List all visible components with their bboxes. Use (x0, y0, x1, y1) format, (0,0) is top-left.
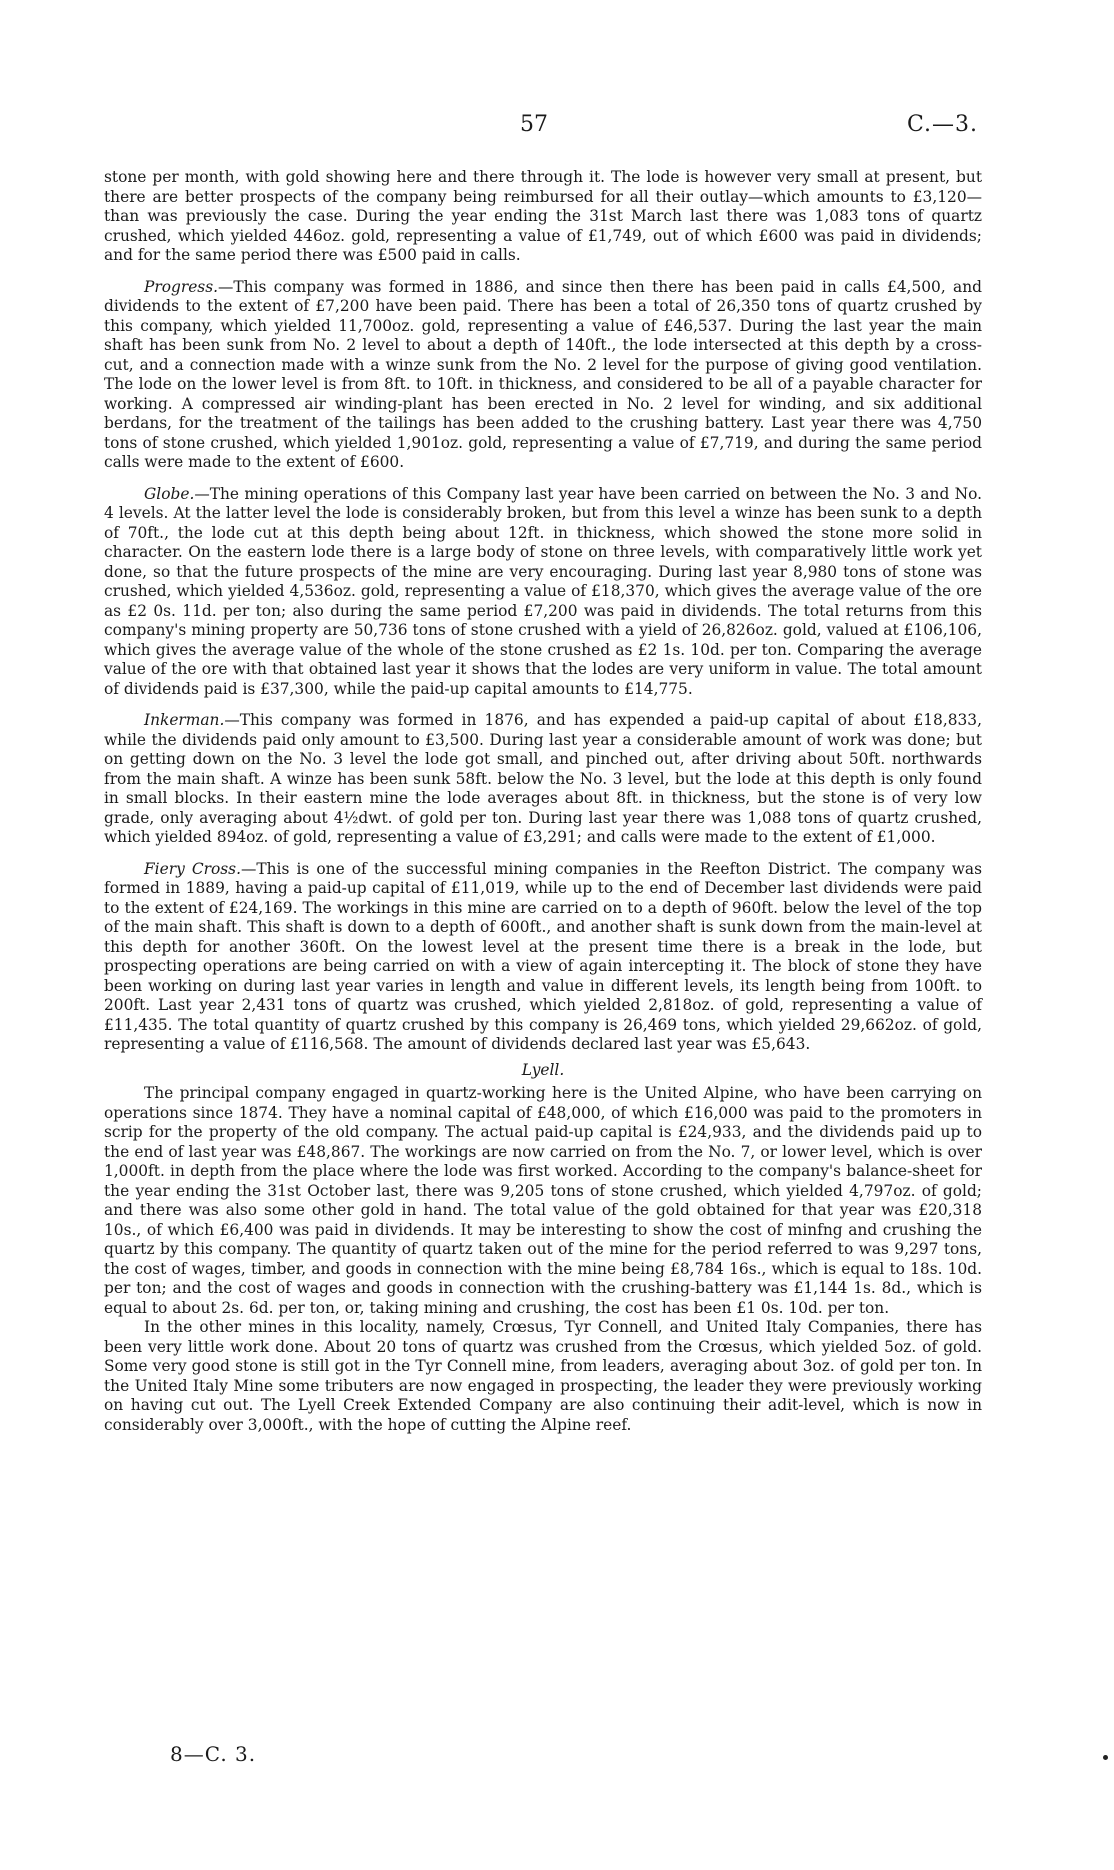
paragraph-text: —This is one of the successful mining companies in the Reefton District. The company was formed in 1889, having a paid-up capital of £11,019, while up to the end of December last dividends were paid to the extent of £24,169. The workings in this mine are carried on to a depth of 960ft. below the level of the top of the main shaft. This shaft is down to a depth of 600ft., and another shaft is sunk down from the main-level at this depth for another 360ft. On the lowest level at the present time there is a break in the lode, but prospecting operations are being carried on with a view of again intercepting it. The block of stone they have been working on during last year varies in length and value in different levels, its length being from 100ft. to 200ft. Last year 2,431 tons of quartz was crushed, which yielded 2,818oz. of gold, representing a value of £11,435. The total quantity of quartz crushed by this company is 26,469 tons, which yielded 29,662oz. of gold, representing a value of £116,568. The amount of dividends declared last year was £5,643. (104, 859, 982, 1053)
document-code: C.—3. (906, 112, 978, 137)
paragraph-globe (104, 485, 982, 700)
paragraph-united-alpine (104, 1084, 982, 1318)
paragraph-fiery-cross (104, 860, 982, 1055)
company-name-inkerman: Inkerman. (144, 711, 225, 729)
company-name-globe: Globe. (144, 484, 195, 503)
company-name-progress: Progress. (144, 277, 218, 296)
paragraph-text: —This company was formed in 1886, and since then there has been paid in calls £4,500, and dividends to the extent of £7,200 have been paid. There has been a total of 26,350 tons of quartz crushed by this company, which yielded 11,700oz. gold, representing a value of £46,537. During the last year the main shaft has been sunk from No. 2 level to about a depth of 140ft., the lode intersected at this depth by a cross-cut, and a connection made with a winze sunk from the No. 2 level for the purpose of giving good ventilation. The lode on the lower level is from 8ft. to 10ft. in thickness, and considered to be all of a payable character for working. A compressed air winding-plant has been erected in No. 2 level for winding, and six additional berdans, for the treatment of the tailings has been added to the crushing battery. Last year there was 4,750 tons of stone crushed, which yielded 1,901oz. gold, representing a value of £7,719, and during the same period calls were made to the extent of £600. (104, 277, 982, 471)
document-body (104, 168, 982, 1435)
paragraph-inkerman (104, 711, 982, 848)
paragraph-other-mines (104, 1318, 982, 1435)
signature-code: 8—C. 3. (170, 1742, 257, 1766)
page-header (0, 112, 1114, 142)
section-heading-lyell: Lyell. (521, 1060, 565, 1079)
company-name-fiery-cross: Fiery Cross. (144, 859, 241, 878)
paragraph-text: stone per month, with gold showing here and there through it. The lode is however very small at present, but there are better prospects of the company being reimbursed for all their outlay—which amounts to £3,120—than was previously the case. During the year ending the 31st March last there was 1,083 tons of quartz crushed, which yielded 446oz. gold, representing a value of £1,749, out of which £600 was paid in dividends; and for the same period there was £500 paid in calls. (104, 168, 982, 264)
paragraph-continuation (104, 168, 982, 266)
print-speck (1103, 1755, 1108, 1760)
paragraph-text: —This company was formed in 1876, and has expended a paid-up capital of about £18,833, while the dividends paid only amount to £3,500. During last year a considerable amount of work was done; but on getting down on the No. 3 level the lode got small, and pinched out, after driving about 50ft. northwards from the main shaft. A winze has been sunk 58ft. below the No. 3 level, but the lode at this depth is only found in small blocks. In their eastern mine the lode averages about 8ft. in thickness, but the stone is of very low grade, only averaging about 4½dwt. of gold per ton. During last year there was 1,088 tons of quartz crushed, which yielded 894oz. of gold, representing a value of £3,291; and calls were made to the extent of £1,000. (104, 711, 982, 846)
paragraph-text: —The mining operations of this Company last year have been carried on between the No. 3 and No. 4 levels. At the latter level the lode is considerably broken, but from this level a winze has been sunk to a depth of 70ft., the lode cut at this depth being about 12ft. in thickness, which showed the stone more solid in character. On the eastern lode there is a large body of stone on three levels, with comparatively little work yet done, so that the future prospects of the mine are very encouraging. During last year 8,980 tons of stone was crushed, which yielded 4,536oz. gold, representing a value of £18,370, which gives the average value of the ore as £2 0s. 11d. per ton; also during the same period £7,200 was paid in dividends. The total returns from this company's mining property are 50,736 tons of stone crushed with a yield of 26,826oz. gold, valued at £106,106, which gives the average value of the whole of the stone crushed as £2 1s. 10d. per ton. Comparing the average value of the ore with that obtained last year it shows that the lodes are very uniform in value. The total amount of dividends paid is £37,300, while the paid-up capital amounts to £14,775. (104, 484, 982, 698)
paragraph-text: The principal company engaged in quartz-working here is the United Alpine, who have been carrying on operations since 1874. They have a nominal capital of £48,000, of which £16,000 was paid to the promoters in scrip for the property of the old company. The actual paid-up capital is £24,933, and the dividends paid up to the end of last year was £48,867. The workings are now carried on from the No. 7, or lower level, which is over 1,000ft. in depth from the place where the lode was first worked. According to the company's balance-sheet for the year ending the 31st October last, there was 9,205 tons of stone crushed, which yielded 4,797oz. of gold; and there was also some other gold in hand. The total value of the gold obtained for that year was £20,318 10s., of which £6,400 was paid in dividends. It may be interesting to show the cost of minfng and crushing the quartz by this company. The quantity of quartz taken out of the mine for the period referred to was 9,297 tons, the cost of wages, timber, and goods in connection with the mine being £8,784 16s., which is equal to 18s. 10d. per ton; and the cost of wages and goods in connection with the crushing-battery was £1,144 1s. 8d., which is equal to about 2s. 6d. per ton, or, taking mining and crushing, the cost has been £1 0s. 10d. per ton. (104, 1084, 982, 1317)
page-number: 57 (520, 112, 548, 137)
paragraph-progress (104, 278, 982, 473)
paragraph-text: In the other mines in this locality, namely, Crœsus, Tyr Connell, and United Italy Companies, there has been very little work done. About 20 tons of quartz was crushed from the Crœsus, which yielded 5oz. of gold. Some very good stone is still got in the Tyr Connell mine, from leaders, averaging about 3oz. of gold per ton. In the United Italy Mine some tributers are now engaged in prospecting, the leader they were previously working on having cut out. The Lyell Creek Extended Company are also continuing their adit-level, which is now in considerably over 3,000ft., with the hope of cutting the Alpine reef. (104, 1318, 982, 1434)
